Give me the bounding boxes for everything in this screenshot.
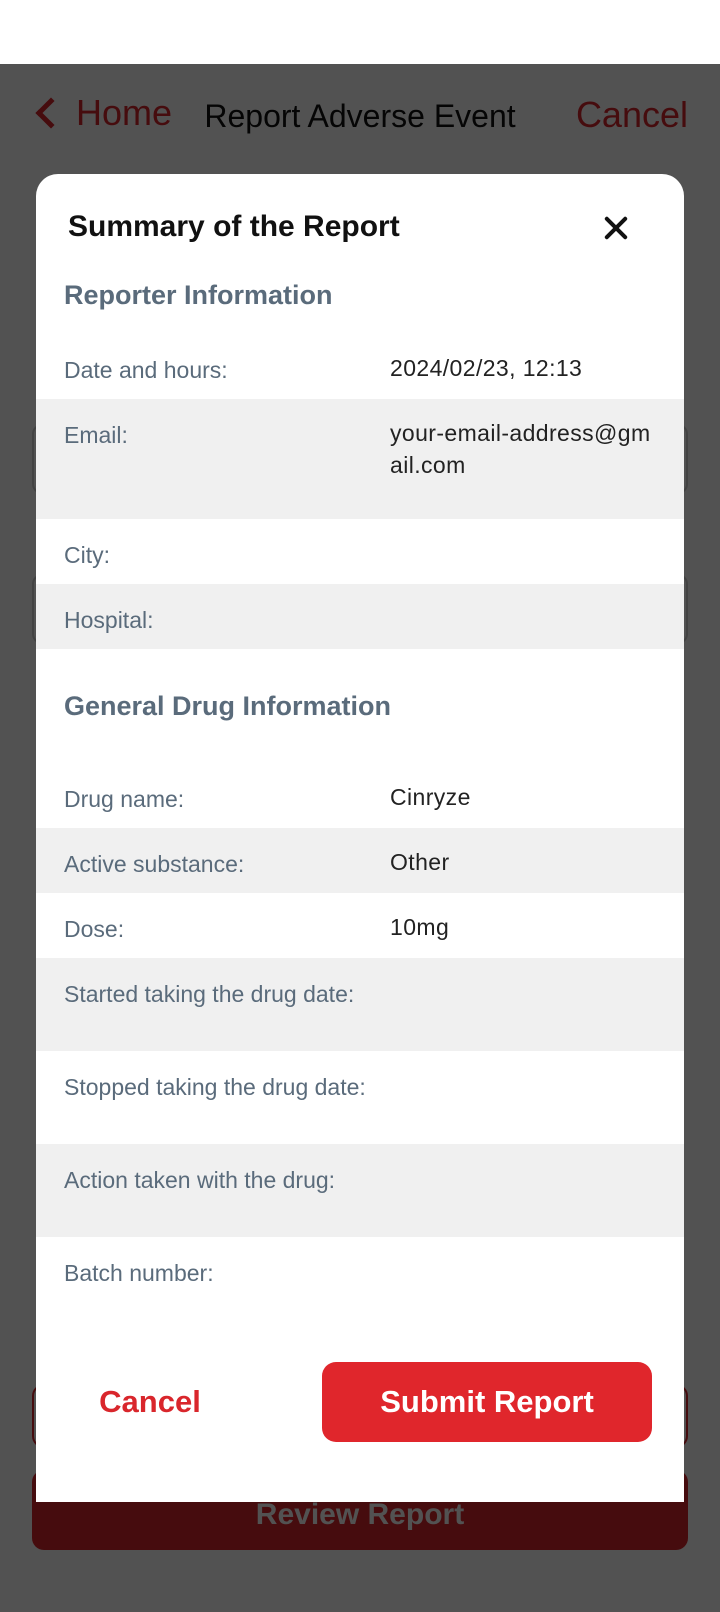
submit-report-button[interactable]: Submit Report [322, 1362, 652, 1442]
row-label: Batch number: [64, 1260, 214, 1286]
row-label: Active substance: [64, 851, 245, 877]
modal-footer [36, 1336, 684, 1502]
summary-row [36, 828, 684, 893]
row-label: Stopped taking the drug date: [64, 1074, 366, 1100]
row-label: Date and hours: [64, 357, 228, 383]
modal-header [36, 174, 684, 278]
summary-row [36, 334, 684, 399]
summary-row [36, 1237, 684, 1302]
row-value: Other [390, 849, 450, 875]
row-value [390, 958, 656, 1051]
row-value [390, 584, 656, 649]
status-bar [0, 0, 720, 64]
summary-row [36, 1144, 684, 1237]
section-title-drug: General Drug Information [64, 691, 392, 721]
modal-body[interactable] [36, 270, 684, 1336]
close-icon[interactable] [600, 212, 632, 244]
row-label: Started taking the drug date: [64, 981, 355, 1007]
row-value: your-email-address@gmail.com [390, 420, 651, 478]
row-value [390, 1051, 656, 1144]
row-label: Hospital: [64, 607, 154, 633]
row-value [390, 519, 656, 584]
row-value [390, 1144, 656, 1237]
summary-modal [36, 174, 684, 1502]
row-label: Action taken with the drug: [64, 1167, 336, 1193]
row-value: 2024/02/23, 12:13 [390, 355, 583, 381]
summary-row [36, 399, 684, 519]
summary-row [36, 584, 684, 649]
modal-title: Summary of the Report [68, 210, 400, 243]
summary-row [36, 893, 684, 958]
row-value [390, 1237, 656, 1302]
row-value: 10mg [390, 914, 450, 940]
summary-row [36, 519, 684, 584]
row-value: Cinryze [390, 784, 471, 810]
row-label: Dose: [64, 916, 125, 942]
summary-row [36, 763, 684, 828]
row-label: Email: [64, 422, 128, 448]
summary-row [36, 1051, 684, 1144]
cancel-button[interactable]: Cancel [70, 1362, 230, 1442]
row-label: Drug name: [64, 786, 185, 812]
section-title-reporter: Reporter Information [64, 280, 333, 310]
summary-row [36, 958, 684, 1051]
row-label: City: [64, 542, 110, 568]
